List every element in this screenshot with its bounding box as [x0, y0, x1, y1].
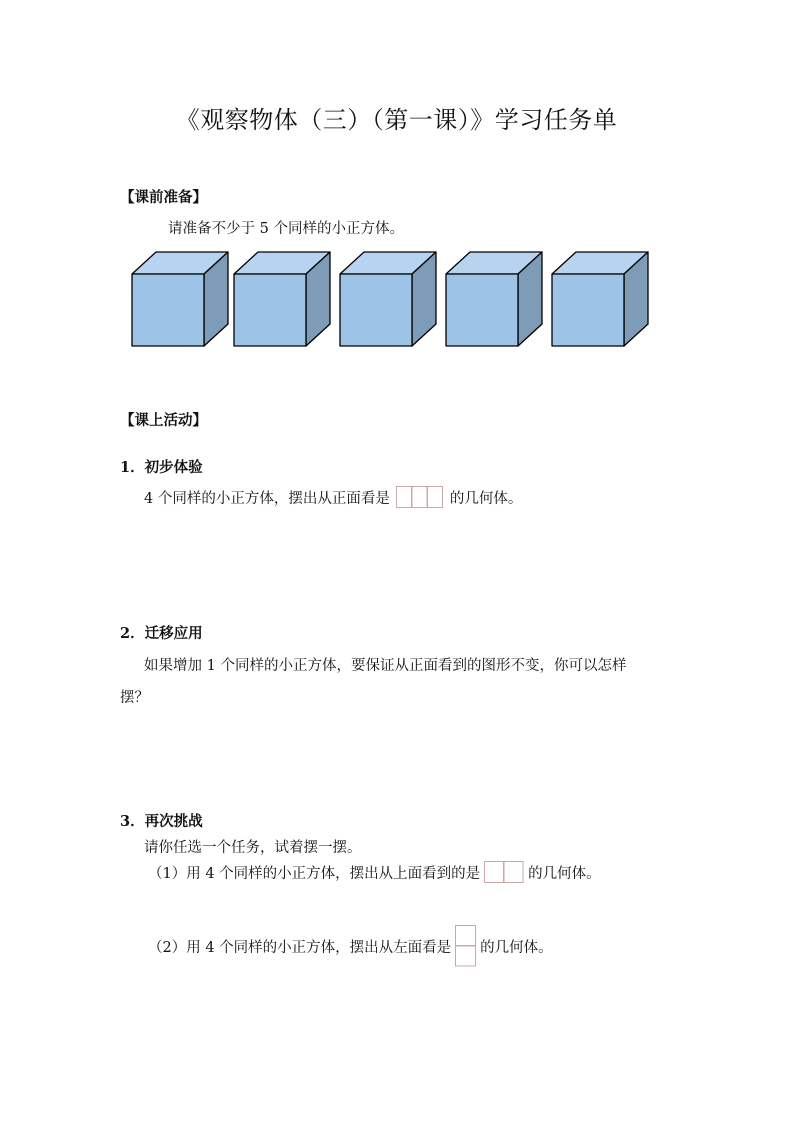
page-title: 《观察物体（三）（第一课）》学习任务单: [175, 106, 618, 134]
task1-text-before: （1）用 4 个同样的小正方体，摆出从上面看到的是: [148, 866, 481, 882]
front-view-grid-three: [396, 486, 444, 512]
item2-line2: 摆？: [120, 690, 149, 706]
task2-text-before: （2）用 4 个同样的小正方体，摆出从左面看是: [148, 940, 452, 956]
item1-text-before: 4 个同样的小正方体，摆出从正面看是: [144, 491, 390, 507]
cube-3: [340, 252, 436, 346]
top-view-grid-two: [484, 861, 524, 887]
cube-row-illustration: [130, 250, 660, 350]
prep-text: 请准备不少于 5 个同样的小正方体。: [168, 221, 404, 237]
left-view-grid-two-stacked: [455, 925, 476, 971]
item1-text-after: 的几何体。: [449, 491, 523, 507]
cube-1: [132, 252, 228, 346]
item1-heading: 1．初步体验: [120, 459, 203, 476]
item2-line1: 如果增加 1 个同样的小正方体，要保证从正面看到的图形不变，你可以怎样: [144, 658, 627, 674]
cube-4: [446, 252, 542, 346]
task2-line: [148, 925, 553, 971]
task1-text-after: 的几何体。: [528, 866, 601, 882]
activity-heading: 【课上活动】: [120, 412, 207, 429]
item3-heading: 3．再次挑战: [120, 813, 203, 830]
cube-2: [234, 252, 330, 346]
prep-heading: 【课前准备】: [120, 189, 207, 206]
item2-heading: 2．迁移应用: [120, 625, 203, 642]
item1-line: [144, 486, 522, 512]
cube-5: [552, 252, 648, 346]
task1-line: [148, 861, 601, 887]
item3-intro: 请你任选一个任务，试着摆一摆。: [144, 840, 362, 856]
task2-text-after: 的几何体。: [480, 940, 553, 956]
